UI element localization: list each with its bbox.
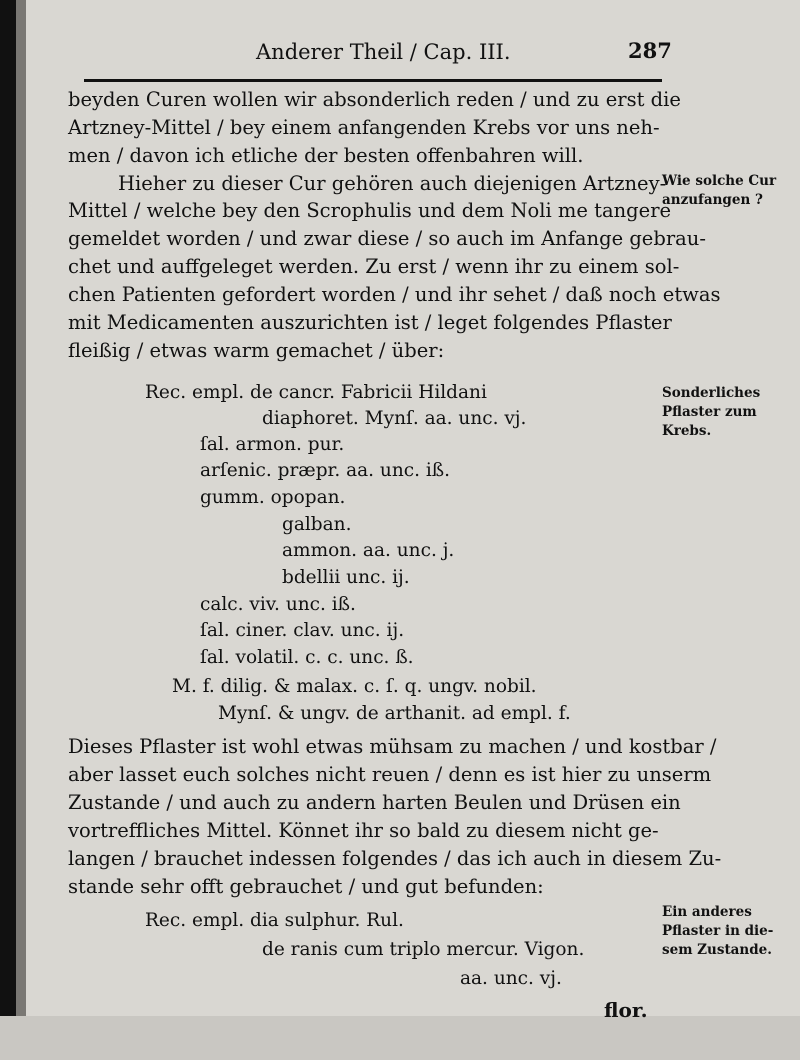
recipe-line: bdellii unc. ij.: [282, 567, 410, 588]
margin-note: [662, 384, 760, 441]
body-line: chen Patienten gefordert worden / und ihr sehet / daß noch etwas: [68, 283, 721, 306]
body-line: Hieher zu dieser Cur gehören auch diejenigen Artzney-: [118, 172, 667, 195]
body-line: Mittel / welche bey den Scrophulis und dem Noli me tangere: [68, 199, 672, 222]
body-line: Artzney-Mittel / bey einem anfangenden Krebs vor uns neh-: [68, 116, 660, 139]
recipe-line: gumm. opopan.: [200, 487, 346, 508]
margin-note-line: Ein anderes: [662, 904, 752, 920]
body-line: mit Medicamenten auszurichten ist / leget folgendes Pflaster: [68, 311, 672, 334]
margin-note-line: sem Zustande.: [662, 942, 772, 958]
recipe-line: ſal. volatil. c. c. unc. ß.: [200, 647, 414, 668]
recipe-line: diaphoret. Mynſ. aa. unc. vj.: [262, 408, 527, 429]
recipe-line: ſal. ciner. clav. unc. ij.: [200, 620, 405, 641]
body-line: Dieses Pflaster ist wohl etwas mühsam zu machen / und kostbar /: [68, 735, 717, 758]
recipe-line: Rec. empl. dia sulphur. Rul.: [145, 910, 404, 931]
body-line: stande sehr offt gebrauchet / und gut befunden:: [68, 875, 544, 898]
recipe-line: Mynſ. & ungv. de arthanit. ad empl. f.: [218, 703, 571, 724]
body-line: vortreffliches Mittel. Könnet ihr so bald zu diesem nicht ge-: [68, 819, 659, 842]
recipe-line: galban.: [282, 514, 352, 535]
recipe-line: Rec. empl. de cancr. Fabricii Hildani: [145, 382, 487, 403]
catchword: flor.: [604, 998, 648, 1022]
page-number: 287: [628, 38, 672, 63]
margin-note-line: Wie solche Cur: [662, 173, 777, 189]
binding-shadow: [0, 0, 16, 1060]
body-line: fleißig / etwas warm gemachet / über:: [68, 339, 445, 362]
body-line: gemeldet worden / und zwar diese / so auch im Anfange gebrau-: [68, 227, 706, 250]
margin-note-line: anzufangen ?: [662, 192, 763, 208]
recipe-line: arſenic. præpr. aa. unc. iß.: [200, 460, 451, 481]
margin-note-line: Sonderliches: [662, 385, 761, 401]
recipe-line: M. f. dilig. & malax. c. ſ. q. ungv. nobil.: [172, 676, 537, 697]
recipe-line: calc. viv. unc. iß.: [200, 594, 356, 615]
margin-note: [662, 903, 773, 960]
running-head: Anderer Theil / Cap. III.: [256, 40, 511, 64]
header-rule: [84, 79, 662, 82]
body-line: men / davon ich etliche der besten offenbahren will.: [68, 144, 584, 167]
body-line: chet und auffgeleget werden. Zu erst / wenn ihr zu einem sol-: [68, 255, 680, 278]
margin-note: [662, 172, 776, 210]
recipe-line: aa. unc. vj.: [460, 968, 562, 989]
margin-note-line: Krebs.: [662, 423, 712, 439]
recipe-line: de ranis cum triplo mercur. Vigon.: [262, 939, 585, 960]
margin-note-line: Pflaster zum: [662, 404, 757, 420]
body-line: aber lasset euch solches nicht reuen / denn es ist hier zu unserm: [68, 763, 712, 786]
page-bottom-edge: [0, 1016, 800, 1060]
binding-edge: [16, 0, 26, 1060]
body-line: Zustande / und auch zu andern harten Beulen und Drüsen ein: [68, 791, 681, 814]
body-line: beyden Curen wollen wir absonderlich reden / und zu erst die: [68, 88, 681, 111]
margin-note-line: Pflaster in die-: [662, 923, 774, 939]
body-line: langen / brauchet indessen folgendes / das ich auch in diesem Zu-: [68, 847, 722, 870]
recipe-line: ſal. armon. pur.: [200, 434, 345, 455]
recipe-line: ammon. aa. unc. j.: [282, 540, 455, 561]
